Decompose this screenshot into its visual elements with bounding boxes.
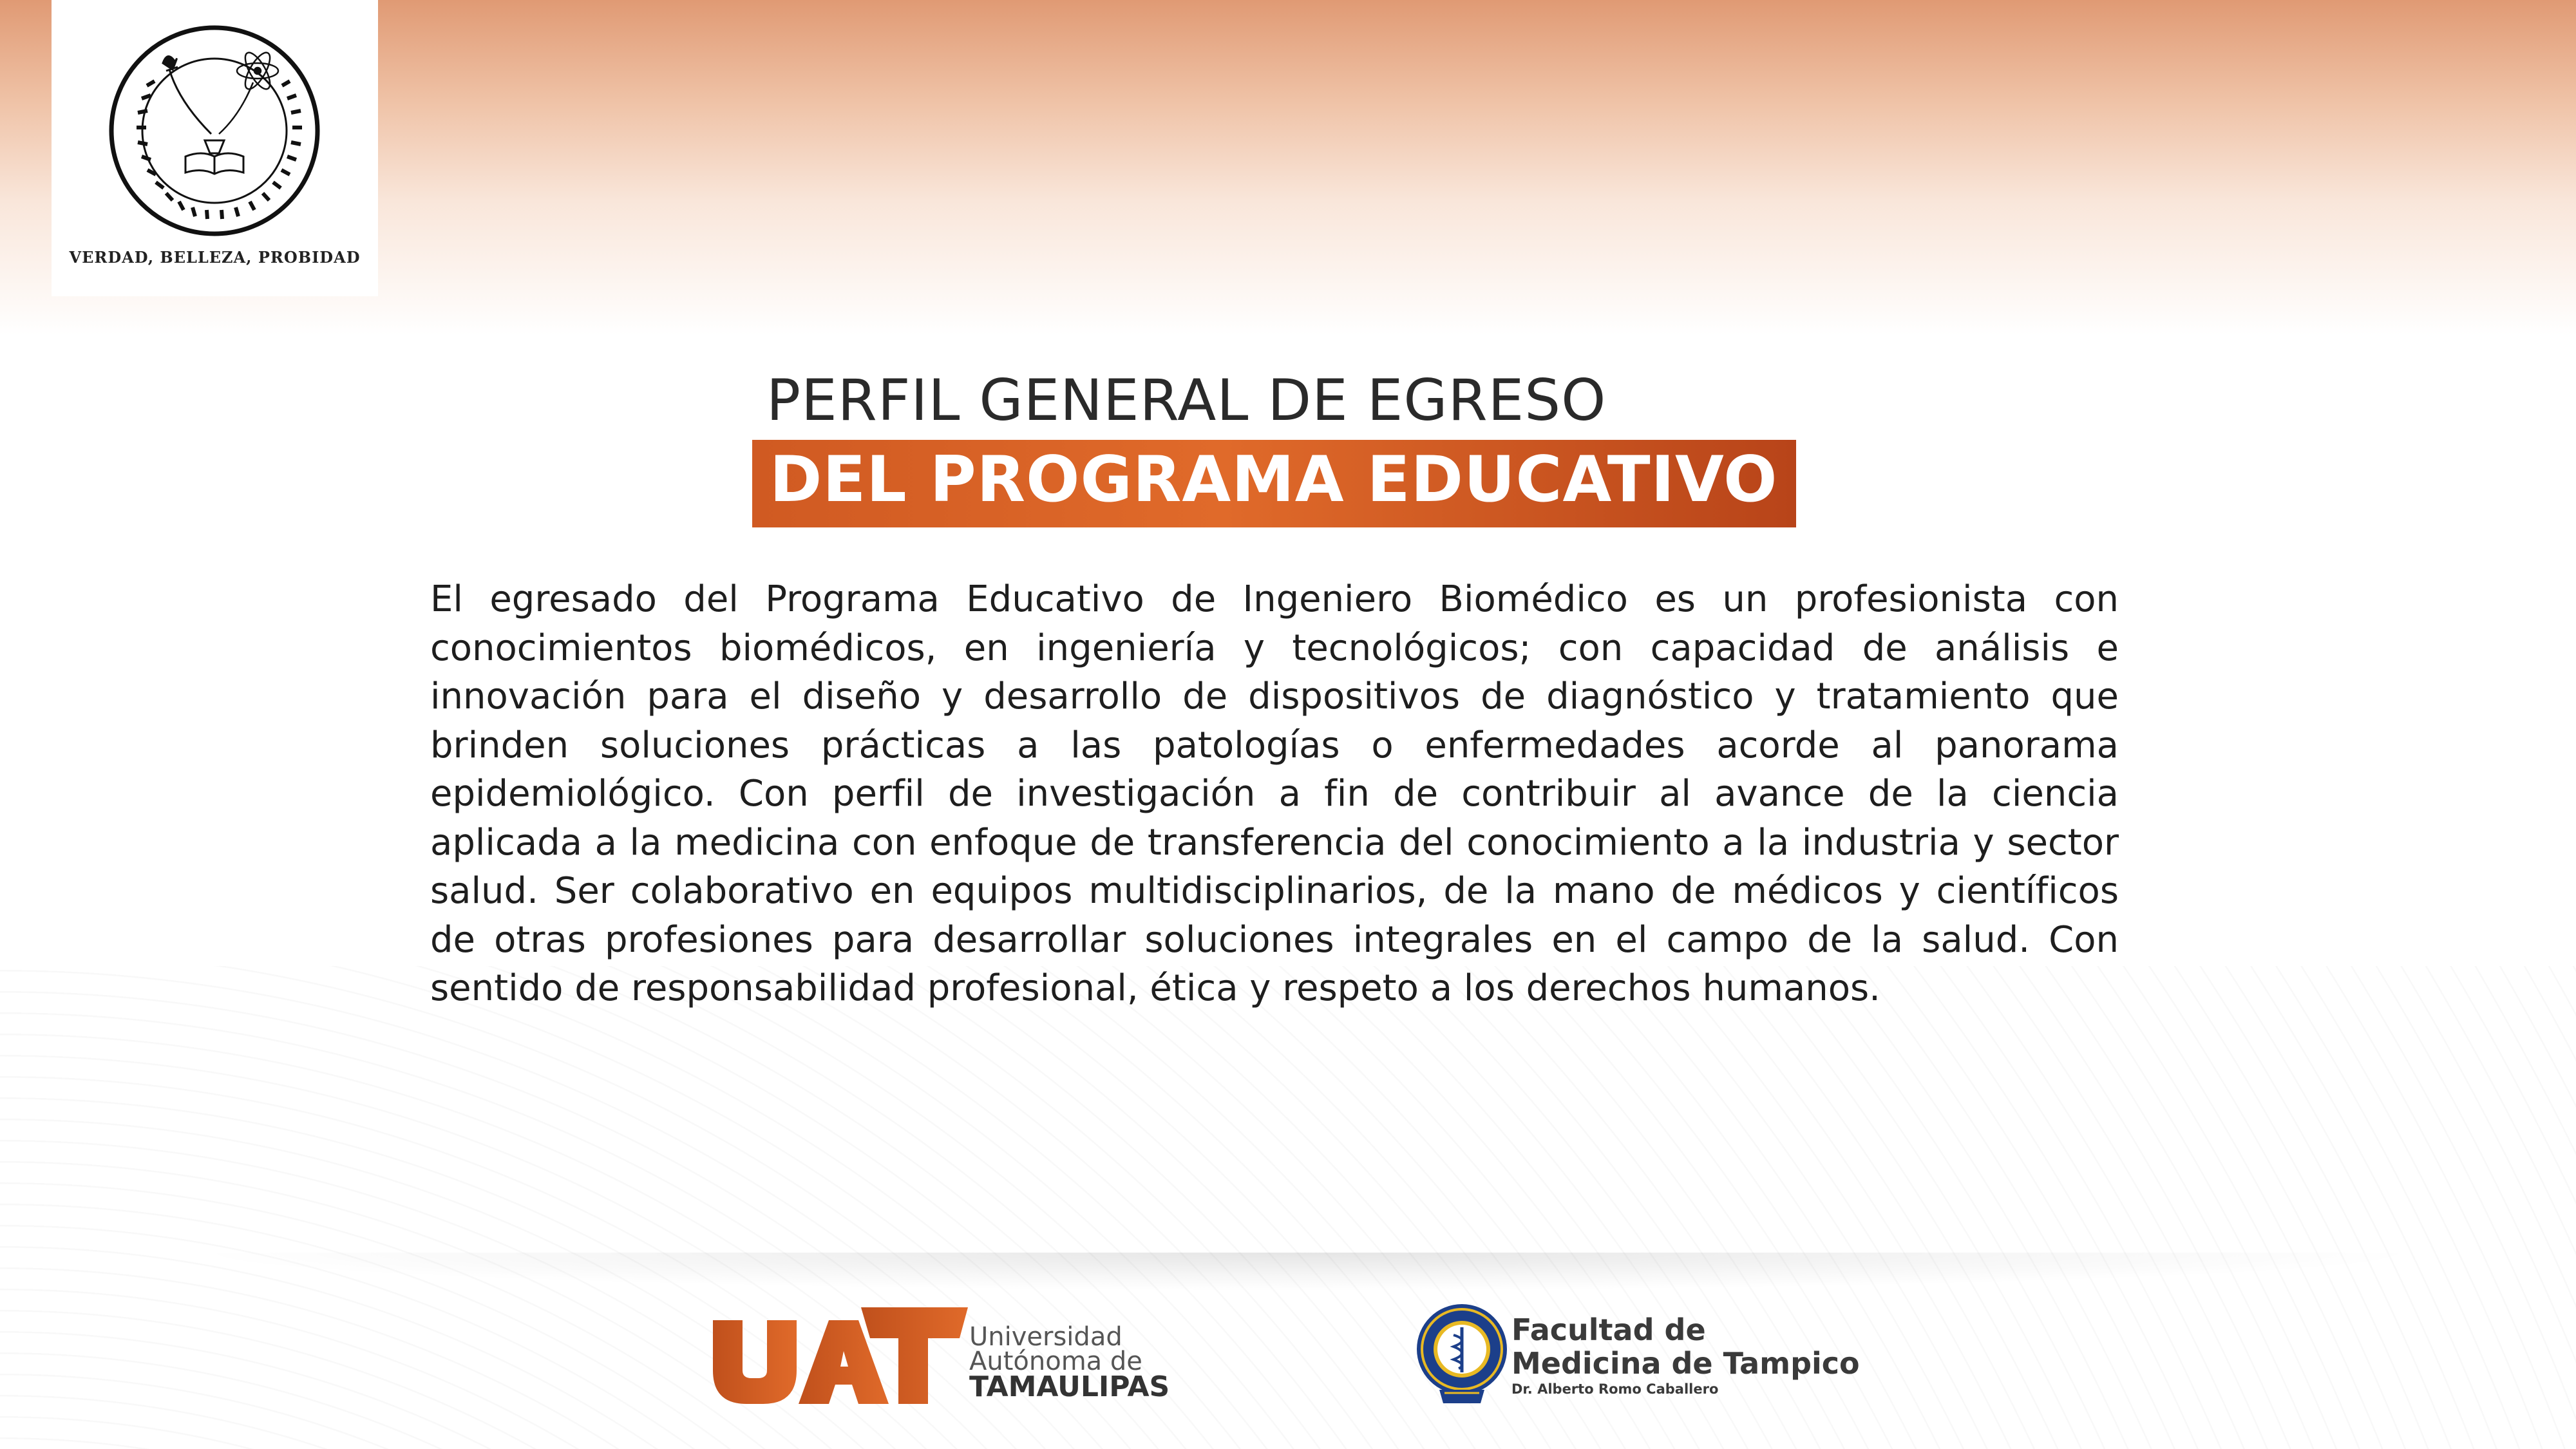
faculty-seal-icon [1414,1303,1510,1406]
header-gradient-band [0,0,2576,335]
uat-name-line1: Universidad [969,1322,1122,1352]
faculty-name-line2: Medicina de Tampico [1511,1346,1860,1381]
uat-name-line3: TAMAULIPAS [969,1370,1170,1403]
university-seal-icon [108,24,321,237]
university-motto: VERDAD, BELLEZA, PROBIDAD [69,248,361,267]
faculty-dedication: Dr. Alberto Romo Caballero [1511,1381,1719,1397]
university-seal-card [52,0,378,296]
faculty-name-line1: Facultad de [1511,1312,1706,1347]
uat-name-line2: Autónoma de [969,1347,1142,1376]
page-title-line2: DEL PROGRAMA EDUCATIVO [770,443,1778,516]
footer-divider-shadow [180,1253,2434,1291]
profile-paragraph: El egresado del Programa Educativo de Ingeniero Biomédico es un profesionista con conocimientos biomédicos, en ingeniería y tecnológicos; con capacidad de análisis e innovación para el diseño y desarrollo de dispositivos de diagnóstico y tratamiento que brinden soluciones prácticas a las patologías o enfermedades acorde al panorama epidemiológico. Con perfil de investigación a fin de contribuir al avance de la ciencia aplicada a la medicina con enfoque de transferencia del conocimiento a la industria y sector salud. Ser colaborativo en equipos multidisciplinarios, de la mano de médicos y científicos de otras profesiones para desarrollar soluciones integrales en el campo de la salud. Con sentido de responsabilidad profesional, ética y respeto a los derechos humanos. [430,578,2119,1009]
background-ripple-pattern [0,966,2576,1449]
uat-logo-mark-icon [712,1306,969,1404]
page-title-line1: PERFIL GENERAL DE EGRESO [766,367,1607,433]
